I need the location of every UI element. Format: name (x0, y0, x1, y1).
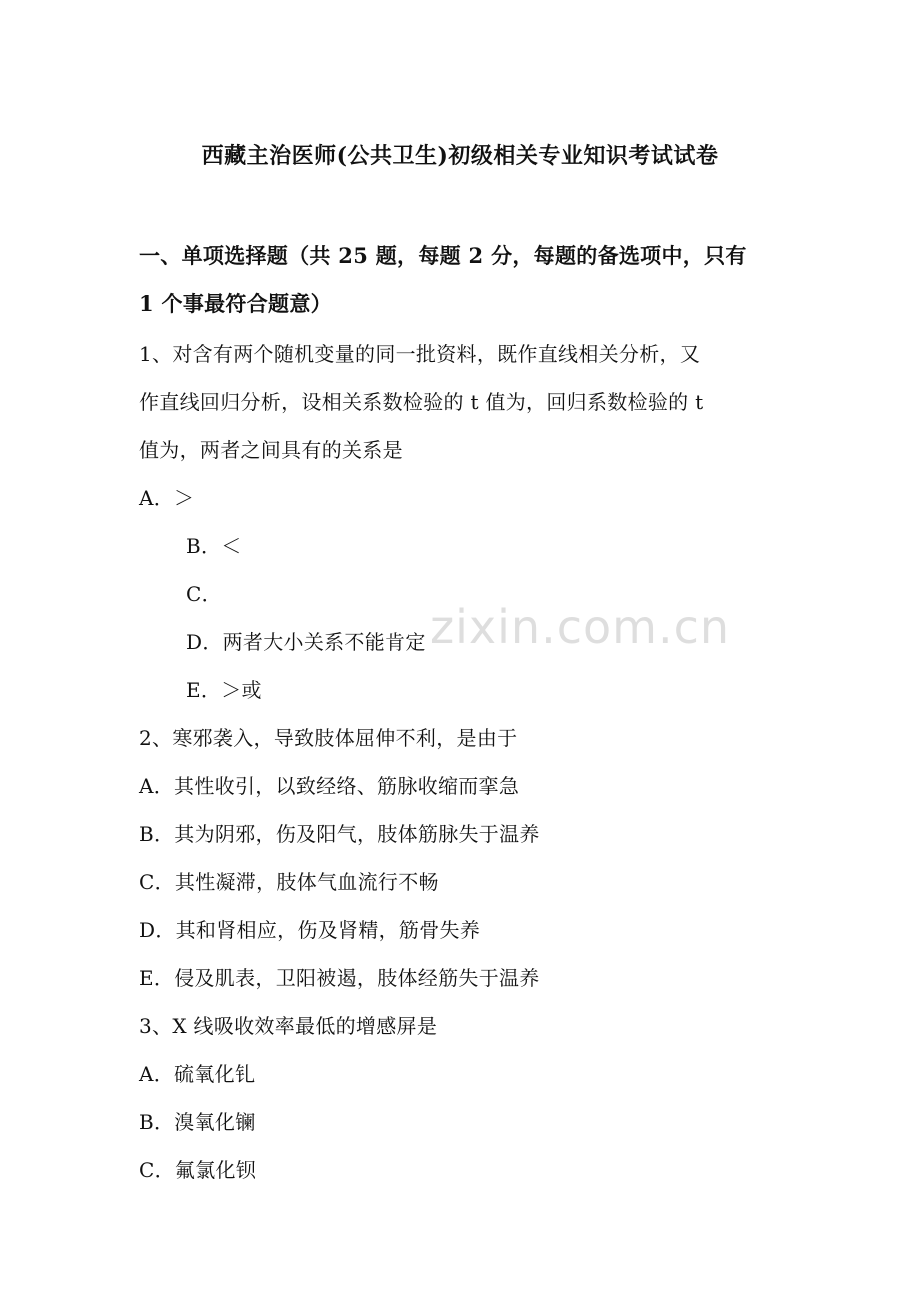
question-1-option-a: A．＞ (139, 486, 195, 510)
watermark-logo: zixin.com.cn (430, 600, 731, 654)
question-3-option-b: B．溴氧化镧 (139, 1110, 256, 1134)
question-1-stem-line3: 值为，两者之间具有的关系是 (139, 438, 403, 462)
question-1-option-b: B．＜ (186, 534, 242, 558)
section-heading-line1: 一、单项选择题（共 25 题，每题 2 分，每题的备选项中，只有 (139, 243, 747, 268)
question-1-option-c: C． (186, 582, 222, 606)
section-heading-line2: 1 个事最符合题意） (139, 291, 332, 316)
question-3-option-a: A．硫氧化钆 (139, 1062, 256, 1086)
question-2-option-a: A．其性收引，以致经络、筋脉收缩而挛急 (139, 774, 520, 798)
question-3-option-c: C．氟氯化钡 (139, 1158, 257, 1182)
question-2-option-c: C．其性凝滞，肢体气血流行不畅 (139, 870, 439, 894)
question-1-stem-line1: 1、对含有两个随机变量的同一批资料，既作直线相关分析，又 (139, 342, 701, 366)
question-1-option-e: E．＞或 (186, 678, 262, 702)
question-1-stem-line2: 作直线回归分析，设相关系数检验的 t 值为，回归系数检验的 t (139, 390, 704, 414)
document-title: 西藏主治医师(公共卫生)初级相关专业知识考试试卷 (201, 143, 719, 169)
question-2-stem: 2、寒邪袭入，导致肢体屈伸不利，是由于 (139, 726, 518, 750)
question-1-option-d: D．两者大小关系不能肯定 (186, 630, 426, 654)
question-2-option-b: B．其为阴邪，伤及阳气，肢体筋脉失于温养 (139, 822, 540, 846)
question-2-option-e: E．侵及肌表，卫阳被遏，肢体经筋失于温养 (139, 966, 540, 990)
question-3-stem: 3、X 线吸收效率最低的增感屏是 (139, 1014, 438, 1038)
question-2-option-d: D．其和肾相应，伤及肾精，筋骨失养 (139, 918, 481, 942)
